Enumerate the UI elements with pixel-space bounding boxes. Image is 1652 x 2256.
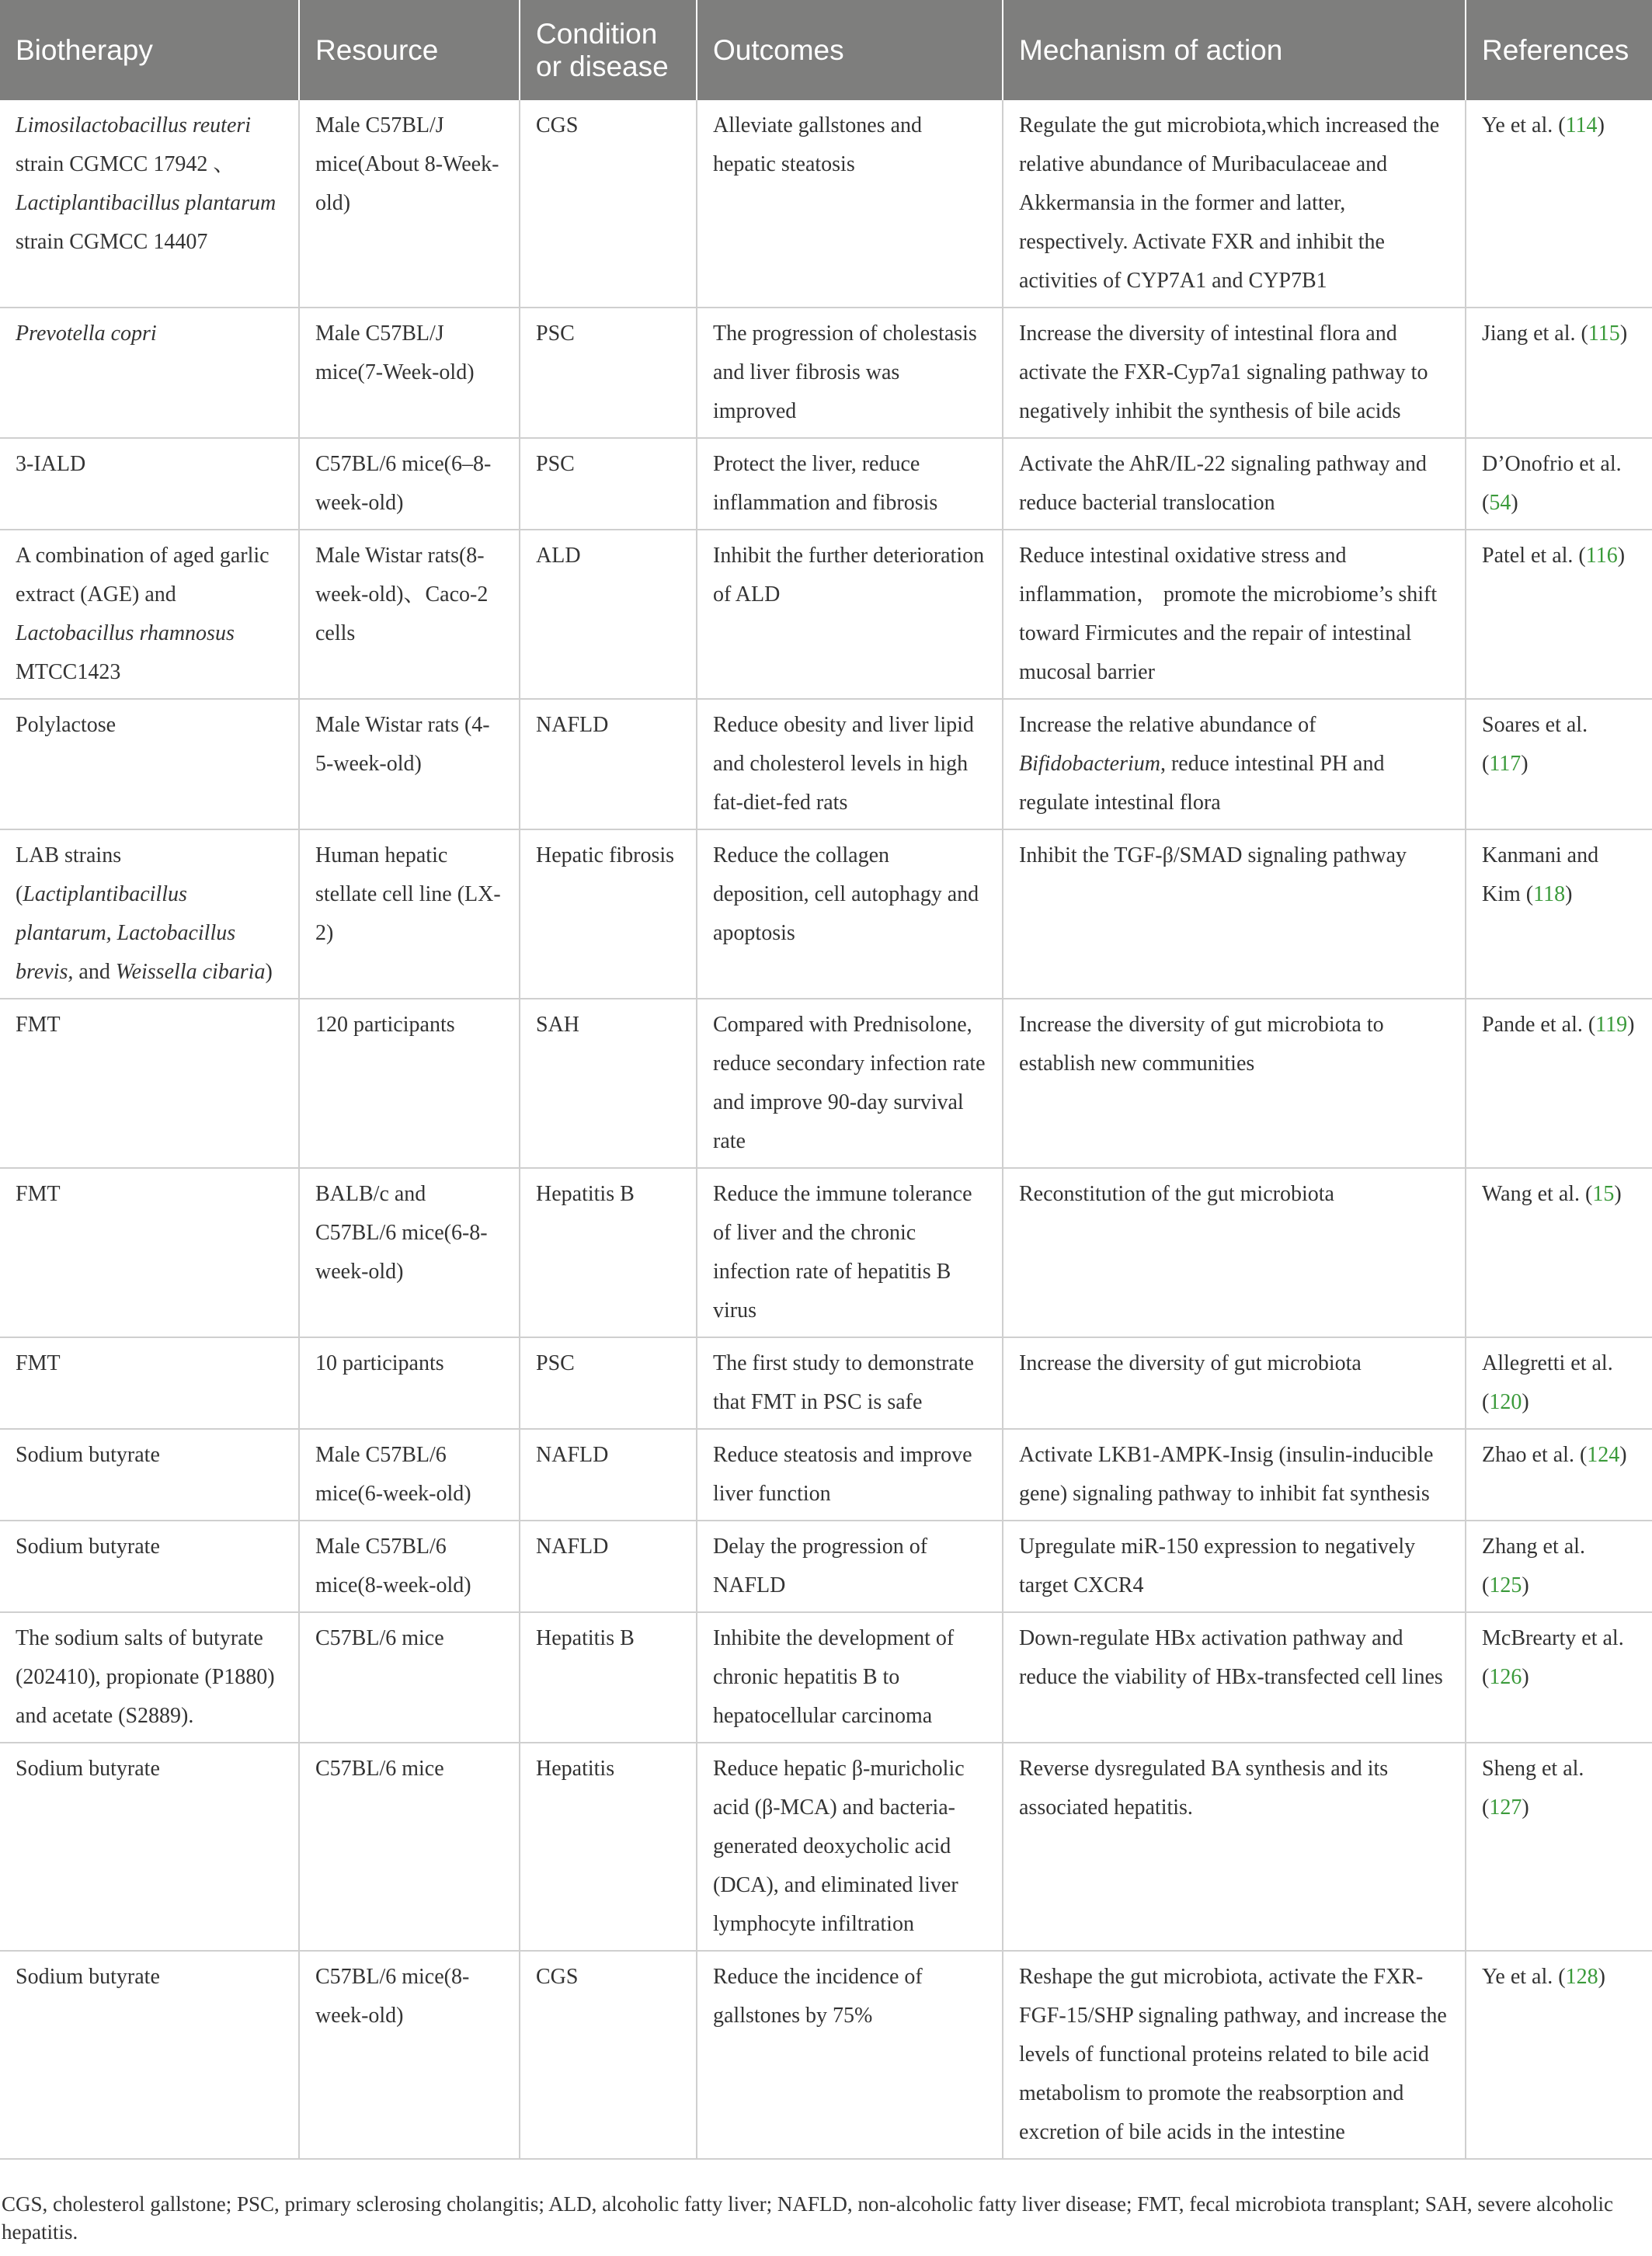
ref-close: )	[1619, 322, 1628, 346]
ref-author: Zhang et al. (	[1482, 1535, 1585, 1597]
cell-outcomes: Inhibit the further deterioration of ALD	[697, 530, 1003, 699]
cell-condition: CGS	[520, 1951, 697, 2159]
bio-italic-text: Prevotella copri	[16, 322, 157, 346]
cell-condition: SAH	[520, 999, 697, 1168]
table-row	[0, 999, 1652, 1168]
ref-close: )	[1617, 544, 1626, 568]
cell-resource: Male C57BL/J mice(About 8-Week-old)	[299, 100, 520, 308]
ref-link[interactable]: 120	[1489, 1390, 1522, 1414]
ref-close: )	[1627, 1013, 1635, 1037]
mech-italic-text: Bifidobacterium	[1019, 752, 1160, 776]
cell-outcomes: Protect the liver, reduce inflammation and fibrosis	[697, 438, 1003, 530]
cell-resource: Male Wistar rats(8-week-old)、Caco-2 cells	[299, 530, 520, 699]
ref-link[interactable]: 126	[1489, 1665, 1522, 1689]
cell-resource: C57BL/6 mice(6–8-week-old)	[299, 438, 520, 530]
cell-outcomes: Delay the progression of NAFLD	[697, 1521, 1003, 1612]
table-footnote: CGS, cholesterol gallstone; PSC, primary sclerosing cholangitis; ALD, alcoholic fatty liver; NAFLD, non-alcoholic fatty liver disease; FMT, fecal microbiota transplant; SAH, severe alcoholic hepatitis.	[2, 2192, 1614, 2244]
cell-condition: Hepatitis B	[520, 1168, 697, 1337]
ref-author: Patel et al. (	[1482, 544, 1586, 568]
ref-link[interactable]: 127	[1489, 1795, 1522, 1820]
cell-condition: Hepatitis	[520, 1743, 697, 1951]
cell-outcomes: The progression of cholestasis and liver fibrosis was improved	[697, 308, 1003, 438]
bio-text: strain CGMCC 14407	[16, 230, 208, 254]
cell-mechanism: Reconstitution of the gut microbiota	[1003, 1168, 1466, 1337]
table-row	[0, 829, 1652, 999]
header-outcomes: Outcomes	[697, 0, 1003, 100]
cell-biotherapy	[0, 308, 299, 438]
cell-biotherapy: FMT	[0, 1337, 299, 1429]
table-row	[0, 308, 1652, 438]
table-header	[0, 0, 1652, 100]
table-row	[0, 530, 1652, 699]
cell-reference	[1466, 1951, 1652, 2159]
cell-outcomes: Reduce the incidence of gallstones by 75%	[697, 1951, 1003, 2159]
cell-outcomes: Reduce hepatic β-muricholic acid (β-MCA) and bacteria-generated deoxycholic acid (DCA), and eliminated liver lymphocyte infiltration	[697, 1743, 1003, 1951]
ref-author: McBrearty et al. (	[1482, 1626, 1624, 1689]
cell-condition: PSC	[520, 438, 697, 530]
ref-author: Ye et al. (	[1482, 1965, 1566, 1989]
ref-link[interactable]: 125	[1489, 1573, 1522, 1597]
cell-reference	[1466, 308, 1652, 438]
cell-mechanism	[1003, 699, 1466, 829]
cell-mechanism: Inhibit the TGF-β/SMAD signaling pathway	[1003, 829, 1466, 999]
cell-mechanism: Activate LKB1-AMPK-Insig (insulin-inducible gene) signaling pathway to inhibit fat synthesis	[1003, 1429, 1466, 1521]
cell-condition: Hepatitis B	[520, 1612, 697, 1743]
mech-text: Increase the relative abundance of	[1019, 713, 1316, 737]
bio-italic-text: Lactiplantibacillus plantarum	[16, 191, 276, 215]
bio-italic-text: Lactobacillus rhamnosus	[16, 621, 235, 645]
cell-reference	[1466, 999, 1652, 1168]
cell-mechanism: Reverse dysregulated BA synthesis and its associated hepatitis.	[1003, 1743, 1466, 1951]
cell-outcomes: Reduce the immune tolerance of liver and the chronic infection rate of hepatitis B virus	[697, 1168, 1003, 1337]
cell-resource: C57BL/6 mice	[299, 1612, 520, 1743]
cell-condition: PSC	[520, 308, 697, 438]
ref-close: )	[1511, 491, 1518, 515]
cell-reference	[1466, 1337, 1652, 1429]
table-row	[0, 438, 1652, 530]
bio-text: A combination of aged garlic extract (AGE) and	[16, 544, 270, 607]
ref-close: )	[1619, 1443, 1627, 1467]
ref-author: D’Onofrio et al. (	[1482, 452, 1622, 515]
ref-link[interactable]: 117	[1489, 752, 1522, 776]
cell-mechanism: Regulate the gut microbiota,which increased the relative abundance of Muribaculaceae and Akkermansia in the former and latter, respectively. Activate FXR and inhibit the activities of CYP7A1 and CYP7B1	[1003, 100, 1466, 308]
ref-close: )	[1614, 1182, 1622, 1206]
bio-text: LAB strains (	[16, 843, 122, 906]
cell-reference	[1466, 829, 1652, 999]
table-row	[0, 699, 1652, 829]
cell-biotherapy: Sodium butyrate	[0, 1951, 299, 2159]
cell-condition: ALD	[520, 530, 697, 699]
cell-reference	[1466, 1168, 1652, 1337]
ref-close: )	[1521, 752, 1529, 776]
ref-author: Kanmani and Kim (	[1482, 843, 1599, 906]
table-row	[0, 1743, 1652, 1951]
cell-reference	[1466, 1429, 1652, 1521]
cell-condition: NAFLD	[520, 699, 697, 829]
cell-resource: 10 participants	[299, 1337, 520, 1429]
header-mechanism: Mechanism of action	[1003, 0, 1466, 100]
ref-close: )	[1598, 1965, 1605, 1989]
bio-text: MTCC1423	[16, 660, 121, 684]
cell-reference	[1466, 1612, 1652, 1743]
cell-mechanism: Increase the diversity of gut microbiota to establish new communities	[1003, 999, 1466, 1168]
cell-outcomes: Reduce obesity and liver lipid and cholesterol levels in high fat-diet-fed rats	[697, 699, 1003, 829]
cell-mechanism: Increase the diversity of intestinal flora and activate the FXR-Cyp7a1 signaling pathway to negatively inhibit the synthesis of bile acids	[1003, 308, 1466, 438]
table-row	[0, 100, 1652, 308]
header-resource: Resource	[299, 0, 520, 100]
cell-condition: CGS	[520, 100, 697, 308]
cell-reference	[1466, 438, 1652, 530]
cell-condition: NAFLD	[520, 1521, 697, 1612]
ref-author: Jiang et al. (	[1482, 322, 1588, 346]
ref-link[interactable]: 54	[1489, 491, 1511, 515]
cell-outcomes: The first study to demonstrate that FMT in PSC is safe	[697, 1337, 1003, 1429]
cell-resource: Male C57BL/6 mice(6-week-old)	[299, 1429, 520, 1521]
bio-italic-text: Lactiplantibacillus plantarum, Lactobacillus brevis,	[16, 882, 236, 984]
cell-resource: 120 participants	[299, 999, 520, 1168]
ref-link[interactable]: 124	[1587, 1443, 1620, 1467]
cell-biotherapy: Sodium butyrate	[0, 1521, 299, 1612]
cell-resource: C57BL/6 mice	[299, 1743, 520, 1951]
cell-reference	[1466, 1743, 1652, 1951]
cell-resource: Male C57BL/6 mice(8-week-old)	[299, 1521, 520, 1612]
cell-condition: NAFLD	[520, 1429, 697, 1521]
ref-link[interactable]: 118	[1533, 882, 1566, 906]
cell-biotherapy: Polylactose	[0, 699, 299, 829]
cell-outcomes: Compared with Prednisolone, reduce secondary infection rate and improve 90-day survival rate	[697, 999, 1003, 1168]
cell-outcomes: Inhibite the development of chronic hepatitis B to hepatocellular carcinoma	[697, 1612, 1003, 1743]
ref-author: Wang et al. (	[1482, 1182, 1593, 1206]
ref-link[interactable]: 116	[1585, 544, 1618, 568]
header-row	[0, 0, 1652, 100]
cell-mechanism: Activate the AhR/IL-22 signaling pathway and reduce bacterial translocation	[1003, 438, 1466, 530]
cell-biotherapy: 3-IALD	[0, 438, 299, 530]
ref-author: Pande et al. (	[1482, 1013, 1596, 1037]
header-biotherapy: Biotherapy	[0, 0, 299, 100]
cell-biotherapy: Sodium butyrate	[0, 1429, 299, 1521]
cell-reference	[1466, 699, 1652, 829]
header-condition: Condition or disease	[520, 0, 697, 100]
cell-mechanism: Reduce intestinal oxidative stress and inflammation， promote the microbiome’s shift toward Firmicutes and the repair of intestinal mucosal barrier	[1003, 530, 1466, 699]
cell-reference	[1466, 100, 1652, 308]
ref-link[interactable]: 119	[1595, 1013, 1628, 1037]
bio-text: )	[265, 960, 273, 984]
cell-biotherapy: The sodium salts of butyrate (202410), propionate (P1880) and acetate (S2889).	[0, 1612, 299, 1743]
table-row	[0, 1612, 1652, 1743]
ref-link[interactable]: 114	[1565, 113, 1598, 137]
cell-biotherapy: FMT	[0, 999, 299, 1168]
cell-resource: BALB/c and C57BL/6 mice(6-8-week-old)	[299, 1168, 520, 1337]
ref-author: Ye et al. (	[1482, 113, 1566, 137]
cell-outcomes: Alleviate gallstones and hepatic steatosis	[697, 100, 1003, 308]
cell-resource: C57BL/6 mice(8-week-old)	[299, 1951, 520, 2159]
ref-author: Soares et al. (	[1482, 713, 1588, 776]
cell-resource: Male Wistar rats (4-5-week-old)	[299, 699, 520, 829]
cell-biotherapy	[0, 530, 299, 699]
cell-outcomes: Reduce steatosis and improve liver function	[697, 1429, 1003, 1521]
ref-link[interactable]: 115	[1588, 322, 1620, 346]
table-row	[0, 1168, 1652, 1337]
cell-biotherapy	[0, 829, 299, 999]
bio-italic-text: Limosilactobacillus reuteri	[16, 113, 252, 137]
ref-link[interactable]: 128	[1565, 1965, 1598, 1989]
cell-biotherapy: FMT	[0, 1168, 299, 1337]
cell-mechanism: Down-regulate HBx activation pathway and reduce the viability of HBx-transfected cell lines	[1003, 1612, 1466, 1743]
cell-mechanism: Reshape the gut microbiota, activate the FXR-FGF-15/SHP signaling pathway, and increase the levels of functional proteins related to bile acid metabolism to promote the reabsorption and excretion of bile acids in the intestine	[1003, 1951, 1466, 2159]
cell-mechanism: Upregulate miR-150 expression to negatively target CXCR4	[1003, 1521, 1466, 1612]
table-row	[0, 1951, 1652, 2159]
ref-close: )	[1597, 113, 1605, 137]
cell-mechanism: Increase the diversity of gut microbiota	[1003, 1337, 1466, 1429]
cell-resource: Male C57BL/J mice(7-Week-old)	[299, 308, 520, 438]
table-row	[0, 1521, 1652, 1612]
ref-author: Sheng et al. (	[1482, 1757, 1584, 1820]
table-body	[0, 100, 1652, 2159]
cell-reference	[1466, 530, 1652, 699]
cell-outcomes: Reduce the collagen deposition, cell autophagy and apoptosis	[697, 829, 1003, 999]
ref-author: Zhao et al. (	[1482, 1443, 1588, 1467]
cell-condition: PSC	[520, 1337, 697, 1429]
table-row	[0, 1337, 1652, 1429]
bio-text: and	[73, 960, 116, 984]
table-row	[0, 1429, 1652, 1521]
ref-author: Allegretti et al. (	[1482, 1351, 1613, 1414]
cell-condition: Hepatic fibrosis	[520, 829, 697, 999]
cell-reference	[1466, 1521, 1652, 1612]
mech-text: , reduce intestinal PH and regulate intestinal flora	[1019, 752, 1385, 815]
ref-close: )	[1522, 1795, 1529, 1820]
ref-close: )	[1522, 1390, 1529, 1414]
cell-biotherapy: Sodium butyrate	[0, 1743, 299, 1951]
ref-link[interactable]: 15	[1592, 1182, 1615, 1206]
bio-italic-text: Weissella cibaria	[115, 960, 266, 984]
ref-close: )	[1565, 882, 1573, 906]
ref-close: )	[1522, 1665, 1529, 1689]
bio-text: strain CGMCC 17942 、	[16, 152, 235, 176]
cell-biotherapy	[0, 100, 299, 308]
cell-resource: Human hepatic stellate cell line (LX-2)	[299, 829, 520, 999]
header-references: References	[1466, 0, 1652, 100]
ref-close: )	[1522, 1573, 1529, 1597]
